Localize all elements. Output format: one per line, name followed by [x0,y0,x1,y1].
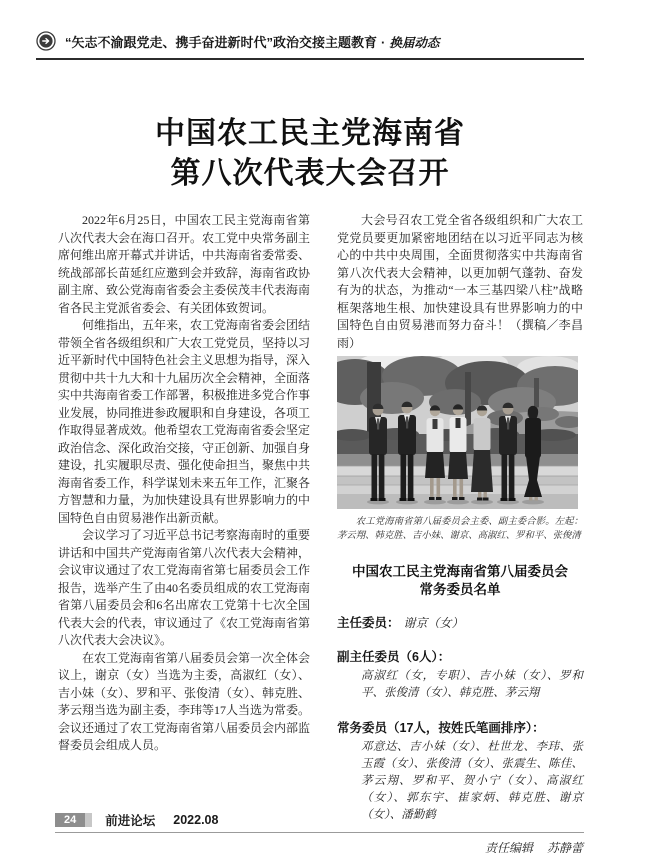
standing-committee-names: 邓意达、吉小妹（女）、杜世龙、李玮、张玉霞（女）、张俊清（女）、张震生、陈佳、茅云翔、罗和平、贺小宁（女）、高淑红（女）、郭东宇、崔家炳、韩克胜、谢京（女）、潘勤鹤 [361,741,583,821]
article-title [36,114,584,194]
column-tag: 换届动态 [389,35,440,50]
article-title-line1: 中国农工民主党海南省 [155,117,465,150]
journal-name: 前进论坛 [105,814,156,828]
vice-chair-names: 高淑红（女，专职）、吉小妹（女）、罗和平、张俊清（女）、韩克胜、茅云翔 [361,670,583,699]
paragraph-1: 2022年6月25日，中国农工民主党海南省第八次代表大会在海口召开。农工党中央常务副主席何维出席开幕式并讲话，中共海南省委常委、统战部部长苗延红应邀到会并致辞，海南省政协副主席、致公党海南省委会主委侯茂丰代表海南省各民主党派省委会、有关团体致贺词。 [58,213,311,315]
right-column [337,212,583,864]
person-figure [471,405,493,500]
circle-arrow-right-icon [36,31,56,51]
chair-label: 主任委员： [337,616,400,630]
page-number: 24 [55,813,85,827]
roster-heading-line1: 中国农工民主党海南省第八届委员会 [352,564,568,579]
roster-heading-line2: 常务委员名单 [419,582,501,597]
editor-line [337,839,583,856]
group-photo [337,356,578,509]
page-number-badge [55,813,92,827]
article-title-line2: 第八次代表大会召开 [170,157,450,190]
chair-line [337,613,583,631]
header-separator: · [381,34,386,50]
paragraph-3: 会议学习了习近平总书记考察海南时的重要讲话和中国共产党海南省第八次代表大会精神，会议审议通过了农工党海南省第七届委员会工作报告，选举产生了由40名委员组成的农工党海南省第八届委员会和6名出席农工党第十七次全国代表大会的代表，审议通过了《农工党海南省第八次代表大会决议》。 [58,528,311,647]
chair-name: 谢京（女） [403,616,464,630]
editor-name: 苏静蕾 [546,841,583,855]
paragraph-4: 在农工党海南省第八届委员会第一次全体会议上，谢京（女）当选为主委，高淑红（女）、吉小妹（女）、罗和平、张俊清（女）、韩克胜、茅云翔当选为副主委，李玮等17人当选为常委。会议还通过了农工党海南省第八届委员会内部监督委员会组成人员。 [58,650,311,752]
section-header-text [65,32,439,51]
issue-date: 2022.08 [173,813,219,827]
article-body [58,212,647,864]
group-photo-figure [337,356,583,543]
paragraph-5: 大会号召农工党全省各级组织和广大农工党党员要更加紧密地团结在以习近平同志为核心的中共中央周围，全面贯彻落实中共海南省第八次代表大会精神，以更加朝气蓬勃、奋发有为的状态，为推动“一本三基四梁八柱”战略框架落地生根、加快建设具有世界影响力的中国特色自由贸易港而努力奋斗！（撰稿／李昌雨） [337,213,583,350]
photo-caption: 农工党海南省第八届委员会主委、副主委合影。左起：茅云翔、韩克胜、吉小妹、谢京、高淑红、罗和平、张俊清 [337,517,583,541]
left-column [58,212,310,864]
badge-extension [85,813,92,827]
standing-committee-label: 常务委员（17人，按姓氏笔画排序）： [337,721,545,735]
standing-committee-group [337,718,583,824]
editor-label: 责任编辑 [484,841,533,855]
section-header [36,31,584,60]
paragraph-2: 何维指出，五年来，农工党海南省委会团结带领全省各级组织和广大农工党党员，坚持以习近平新时代中国特色社会主义思想为指导，深入贯彻中共十九大和十九届历次全会精神，全面落实中共海南省委工作部署，积极推进多党合作事业发展，协同推进参政履职和自身建设，各项工作取得显著成效。他希望农工党海南省委会坚定政治信念、深化政治交接，守正创新、加强自身建设，扎实履职尽责、强化使命担当，聚焦中共海南省委工作，科学谋划未来五年工作，汇聚各方智慧和力量，为加快建设具有世界影响力的中国特色自由贸易港作出新贡献。 [58,318,311,525]
theme-education-label: “矢志不渝跟党走、携手奋进新时代”政治交接主题教育 [65,34,378,50]
page-footer [55,811,584,833]
roster-heading [337,563,583,599]
vice-chair-label: 副主任委员（6人）： [337,650,451,664]
vice-chair-group [337,647,583,702]
